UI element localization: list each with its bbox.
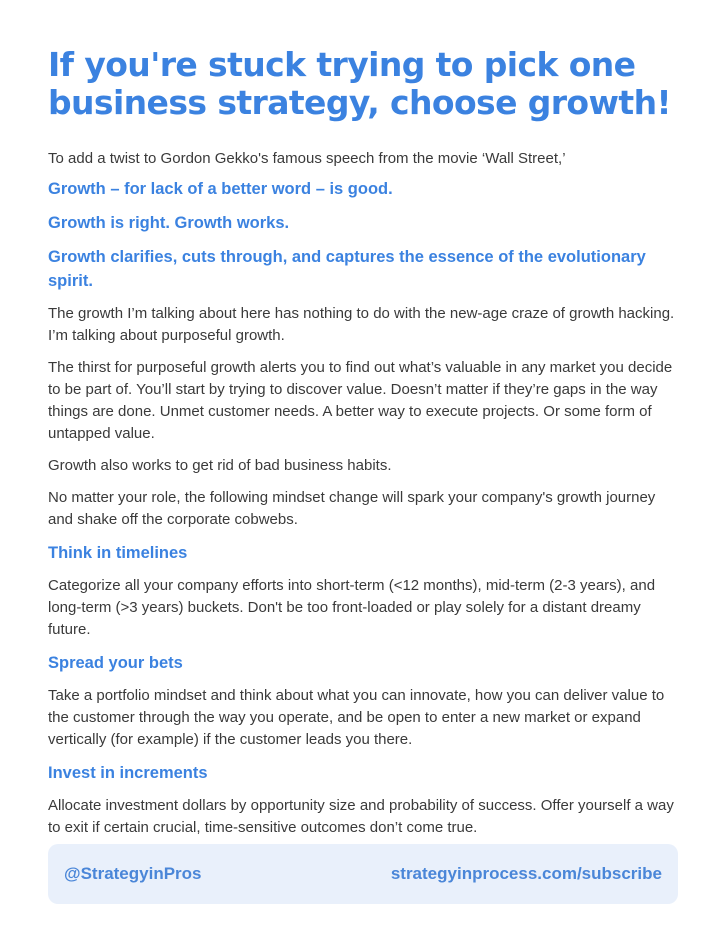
section-body-bets: Take a portfolio mindset and think about what you can innovate, how you can deliver value to the customer through the way you operate, and be open to enter a new market or expand vertically (for example) if the customer leads you there. <box>48 687 665 748</box>
section-body-timelines: Categorize all your company efforts into short-term (<12 months), mid-term (2-3 years), and long-term (>3 years) buckets. Don't be too front-loaded or play solely for a distant dreamy future. <box>48 577 656 638</box>
quote-line-2: Growth is right. Growth works. <box>48 214 290 232</box>
section-heading-timelines: Think in timelines <box>48 544 188 562</box>
section-heading-bets: Spread your bets <box>48 654 183 672</box>
quote-line-3: Growth clarifies, cuts through, and captures the essence of the evolutionary spirit. <box>48 248 646 290</box>
body-paragraph-1: The growth I’m talking about here has nothing to do with the new-age craze of growth hacking. I’m talking about purposeful growth. <box>48 305 675 344</box>
social-handle-link[interactable]: @StrategyinPros <box>64 864 202 883</box>
body-paragraph-2: The thirst for purposeful growth alerts you to find out what’s valuable in any market you decide to be part of. You’ll start by trying to discover value. Doesn’t matter if they’re gaps in the way things are done. Unmet customer needs. A better way to execute projects. Or some form of untapped value. <box>48 359 673 442</box>
section-heading-increments: Invest in increments <box>48 764 208 782</box>
subscribe-url-link[interactable]: strategyinprocess.com/subscribe <box>390 864 662 883</box>
article <box>48 46 680 849</box>
quote-line-1: Growth – for lack of a better word – is good. <box>48 180 393 198</box>
section-body-increments: Allocate investment dollars by opportunity size and probability of success. Offer yourself a way to exit if certain crucial, time-sensitive outcomes don’t come true. <box>48 797 674 836</box>
page-title: If you're stuck trying to pick one business strategy, choose growth! <box>48 45 671 122</box>
body-paragraph-4: No matter your role, the following mindset change will spark your company's growth journey and shake off the corporate cobwebs. <box>48 489 656 528</box>
intro-paragraph: To add a twist to Gordon Gekko's famous speech from the movie ‘Wall Street,’ <box>48 150 566 167</box>
footer-banner <box>48 844 678 904</box>
body-paragraph-3: Growth also works to get rid of bad business habits. <box>48 457 392 474</box>
